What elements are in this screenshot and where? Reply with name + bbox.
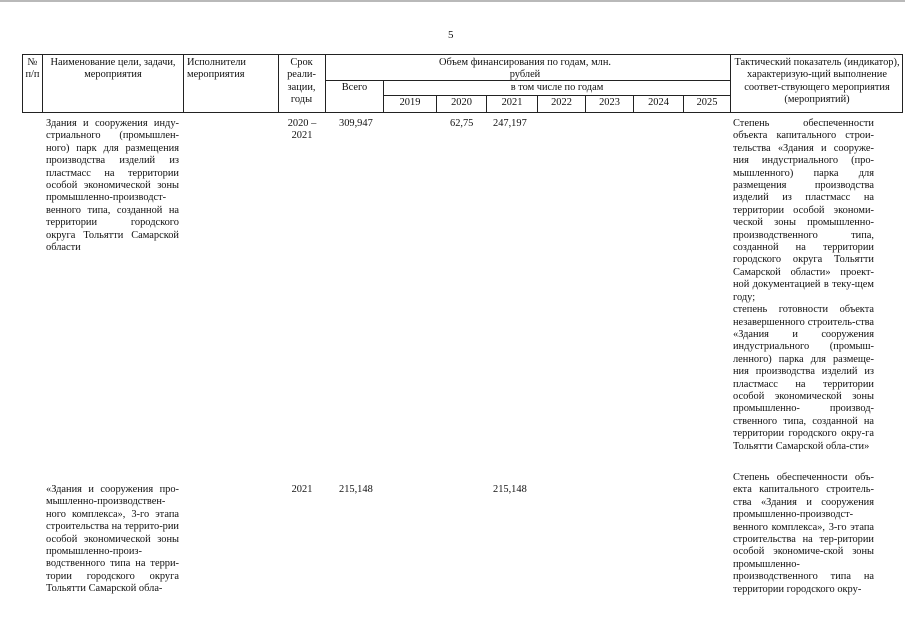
header-total-cell: Всего <box>341 82 368 93</box>
header-finance: Объем финансирования по годам, млн. рублей <box>439 57 611 81</box>
header-term: Срок реали-зации, годы <box>287 57 316 106</box>
row2-total: 215,148 <box>339 484 373 495</box>
table-top-border <box>22 54 903 55</box>
border-finance <box>730 54 731 112</box>
header-num: № п/п <box>25 57 40 81</box>
table-header-bottom <box>22 112 903 113</box>
header-year-2020: 2020 <box>451 97 472 108</box>
header-year-2019: 2019 <box>399 97 421 108</box>
border-exec <box>278 54 279 112</box>
row2-indicator: Степень обеспеченности объ-екта капитального строитель-ства «Здания и сооружения промышленно-производст-венного комплекса», 3-го этапа строительства на тер-ритории особой экономиче-ской зоны промышленно-производственного типа на территории городского окру- <box>733 472 874 595</box>
scan-top-edge <box>0 0 905 2</box>
header-year-2022: 2022 <box>551 97 572 108</box>
row1-total: 309,947 <box>339 118 373 129</box>
row1-name: Здания и сооружения инду-стриального (промышлен-ного) парк для размещения производства изделий из пластмасс на территории особой экономической зоны промышленно-производст-венного типа, созданной на территории городского округа Тольятти Самарской области <box>46 118 179 254</box>
border-name <box>183 54 184 112</box>
row1-term: 2020 – 2021 <box>287 118 317 142</box>
row1-indicator: Степень обеспеченности объекта капитального строи-тельства «Здания и сооруже-ния индустриального (про-мышленного) парка для размещения производства изделий из пластмасс на территории особой экономи-ческой зоны промышленно-производственного типа, созданной на территории городского округа Тольятти Самарской области» проект-ной документацией в теку-щем году; степень готовности объекта незавершенного строитель-ства «Здания и сооружения индустриального (промыш-ленного) парка для размеще-ния производства изделий из пластмасс на территории особой экономической зоны промышленно- производ-ственного типа, созданной на территории городского окру-га Тольятти Самарской обла-сти» <box>733 118 874 452</box>
border-num <box>42 54 43 112</box>
header-year-2024: 2024 <box>648 97 669 108</box>
border-right <box>902 54 903 112</box>
row1-2020: 62,75 <box>450 118 474 129</box>
header-incl: в том числе по годам <box>510 82 604 93</box>
header-indicator: Тактический показатель (индикатор), характеризую-щий выполнение соответ-ствующего мероприятия (мероприятий) <box>734 57 900 106</box>
header-year-2025: 2025 <box>696 97 718 108</box>
header-year-2023: 2023 <box>599 97 620 108</box>
header-exec: Исполнители мероприятия <box>187 57 246 81</box>
row1-2021: 247,197 <box>493 118 527 129</box>
header-year-2021: 2021 <box>501 97 523 108</box>
row2-2021: 215,148 <box>493 484 527 495</box>
row2-term: 2021 <box>291 484 313 495</box>
page-number: 5 <box>448 29 454 41</box>
row2-name: «Здания и сооружения про-мышленно-производствен-ного комплекса», 3-го этапа строительства на террито-рии особой экономической зоны промышленно-произ-водственного типа на терри-тории городского округа Тольятти Самарской обла- <box>46 484 179 595</box>
header-name: Наименование цели, задачи, мероприятия <box>50 57 176 81</box>
